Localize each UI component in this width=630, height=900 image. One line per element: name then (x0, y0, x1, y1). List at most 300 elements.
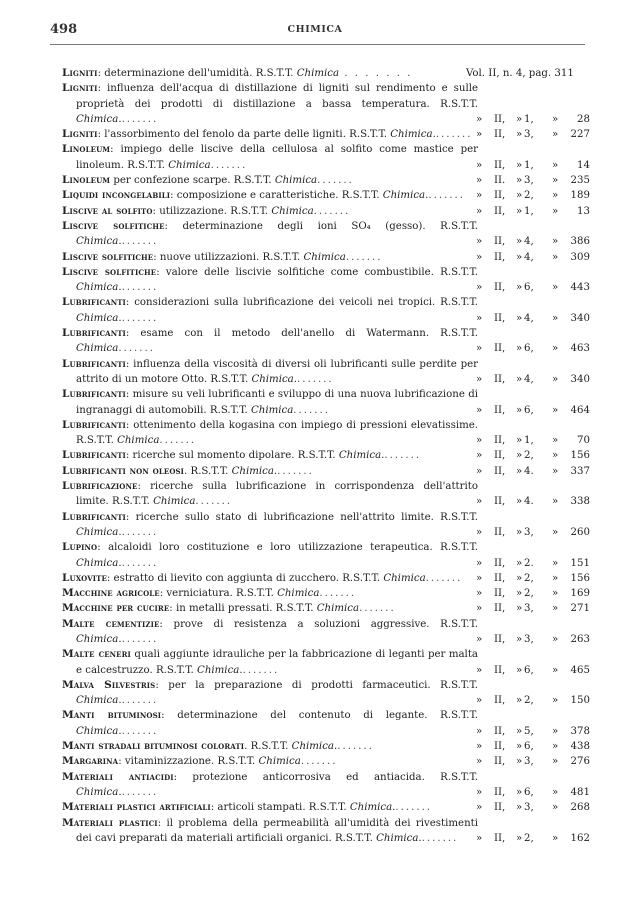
ditto-mark: » (516, 725, 523, 737)
ref-page: 340 (570, 312, 590, 324)
entry-text: quali aggiunte idrauliche per la fabbricazione di leganti per malta e calcestruzzo. R.S.T.T. (76, 649, 478, 676)
index-entry (62, 510, 590, 541)
ref-page: 271 (570, 603, 590, 615)
entry-leader: ....... (121, 557, 159, 569)
ditto-mark: » (516, 832, 523, 844)
entry-journal: Chimica (291, 741, 334, 753)
ditto-mark: » (516, 312, 523, 324)
entry-text: : influenza della viscosità di diversi oli lubrificanti sulle perdite per attrito di un motore Otto. R.S.T.T. (76, 358, 478, 385)
ditto-mark: » (516, 450, 523, 462)
entry-reference (472, 663, 590, 678)
ditto-mark: » (516, 465, 523, 477)
entry-reference (472, 403, 590, 418)
entry-keyword: Margarina (62, 755, 119, 768)
entry-reference (472, 556, 590, 571)
entry-keyword: Lubrificanti (62, 449, 126, 462)
entry-leader: ....... (293, 404, 330, 416)
ditto-mark: » (552, 373, 559, 385)
entry-journal: Chimica (76, 113, 119, 125)
entry-description (62, 142, 478, 173)
entry-reference (472, 831, 590, 846)
index-entry (62, 188, 590, 203)
ditto-mark: » (516, 159, 523, 171)
entry-journal: Chimica (231, 465, 274, 477)
entry-description (62, 678, 478, 709)
entry-keyword: Lupino (62, 541, 98, 554)
ref-volume: II, (494, 343, 506, 355)
entry-keyword: Liquidi incongelabili (62, 189, 171, 202)
ref-issue: 1, (524, 205, 534, 217)
ditto-mark: » (476, 113, 483, 125)
ditto-mark: » (552, 175, 559, 187)
entry-reference (472, 311, 590, 326)
entry-journal: Chimica (76, 725, 119, 737)
entry-reference (472, 127, 590, 142)
ref-issue: 2, (524, 190, 534, 202)
entry-leader: ....... (121, 312, 159, 324)
ref-page: 263 (570, 633, 590, 645)
entry-leader: ....... (313, 205, 351, 217)
ditto-mark: » (476, 404, 483, 416)
ditto-mark: » (552, 603, 559, 615)
entry-description (62, 464, 478, 479)
entry-keyword: Linoleum (62, 143, 111, 156)
entry-text: : articoli stampati. R.S.T.T. (210, 802, 350, 814)
ditto-mark: » (476, 496, 483, 508)
ref-issue: 1, (524, 159, 534, 171)
entry-leader: ....... (359, 603, 396, 615)
entry-keyword: Materiali plastici (62, 816, 158, 829)
ref-full: Vol. II, n. 4, pag. 311 (466, 68, 574, 79)
entry-journal: Chimica (76, 236, 119, 248)
ditto-mark: » (516, 343, 523, 355)
entry-keyword: Ligniti (62, 82, 98, 95)
ref-volume: II, (494, 526, 506, 538)
ditto-mark: » (476, 756, 483, 768)
ditto-mark: » (476, 832, 483, 844)
entry-leader: ....... (121, 282, 159, 294)
entry-keyword: Manti stradali bituminosi colorati (62, 740, 245, 753)
ref-issue: 2, (524, 695, 534, 707)
ref-issue: 4, (524, 236, 534, 248)
entry-leader: ....... (384, 450, 422, 462)
ditto-mark: » (476, 603, 483, 615)
ditto-mark: » (552, 435, 559, 447)
entry-leader: ....... (159, 435, 197, 447)
ref-page: 463 (570, 343, 590, 355)
ref-issue: 3, (524, 526, 534, 538)
entry-journal: Chimica (338, 450, 382, 462)
ref-page: 235 (570, 175, 590, 187)
ref-volume: II, (494, 786, 506, 798)
entry-period: . (118, 282, 122, 294)
entry-reference (472, 800, 590, 815)
entry-journal: Chimica (303, 251, 346, 263)
ref-volume: II, (494, 756, 506, 768)
entry-keyword: Lubrificanti (62, 510, 126, 523)
entry-text: : l'assorbimento del fenolo da parte delle ligniti. R.S.T.T. (97, 129, 391, 141)
ref-page: 70 (577, 435, 590, 447)
entry-period: . (118, 312, 122, 324)
entry-description (62, 800, 478, 815)
ref-page: 227 (570, 129, 590, 141)
entry-reference (472, 632, 590, 647)
ditto-mark: » (516, 282, 523, 294)
ref-volume: II, (494, 373, 506, 385)
ref-volume: II, (494, 129, 506, 141)
entry-text: : determinazione dell'umidità. R.S.T.T. (97, 68, 297, 79)
entry-description (62, 510, 478, 541)
entry-description (62, 601, 478, 616)
index-entry (62, 81, 590, 127)
index-entry (62, 770, 590, 801)
ditto-mark: » (476, 802, 483, 814)
entry-keyword: Macchine agricole (62, 587, 160, 600)
entry-description (62, 219, 478, 250)
ditto-mark: » (476, 557, 483, 569)
entry-keyword: Liscive solfitiche (62, 265, 157, 278)
entry-journal: Chimica (197, 664, 240, 676)
entry-reference (472, 173, 590, 188)
entry-period: . (273, 465, 278, 477)
entry-journal: Chimica (376, 832, 419, 844)
entry-reference (472, 234, 590, 249)
ditto-mark: » (476, 205, 483, 217)
ref-volume: II, (494, 159, 506, 171)
entry-leader: ....... (345, 251, 383, 263)
entry-period: . (293, 373, 297, 385)
ref-volume: II, (494, 572, 506, 584)
ditto-mark: » (516, 633, 523, 645)
entry-text: : alcaloidi loro costituzione e loro utilizzazione terapeutica. R.S.T.T. (97, 542, 478, 554)
ref-volume: II, (494, 236, 506, 248)
ref-volume: II, (494, 725, 506, 737)
entry-text: : per la preparazione di prodotti farmaceutici. R.S.T.T. (155, 679, 478, 691)
entry-description (62, 540, 478, 571)
ref-issue: 4, (524, 251, 534, 263)
ref-volume: II, (494, 496, 506, 508)
ditto-mark: » (552, 725, 559, 737)
entry-leader: ....... (210, 159, 248, 171)
index-entry (62, 265, 590, 296)
entry-description (62, 250, 478, 265)
entry-journal: Chimica (76, 786, 119, 798)
page-number: 498 (50, 22, 78, 37)
index-entry (62, 601, 590, 616)
ditto-mark: » (476, 695, 483, 707)
entry-leader: ....... (121, 236, 159, 248)
ref-issue: 2, (524, 832, 534, 844)
entry-keyword: Manti bituminosi (62, 709, 162, 722)
entry-reference (472, 785, 590, 800)
index-entry (62, 540, 590, 571)
entry-keyword: Liscive solfitiche (62, 219, 165, 232)
ditto-mark: » (552, 404, 559, 416)
entry-keyword: Lubrificanti (62, 388, 126, 401)
ditto-mark: » (552, 190, 559, 202)
entry-journal: Chimica (250, 404, 294, 416)
ref-volume: II, (494, 450, 506, 462)
ditto-mark: » (552, 664, 559, 676)
ditto-mark: » (516, 664, 523, 676)
entry-journal: Chimica (274, 175, 318, 187)
ditto-mark: » (476, 588, 483, 600)
ditto-mark: » (552, 236, 559, 248)
ditto-mark: » (552, 695, 559, 707)
index-entry (62, 464, 590, 479)
entry-reference (472, 571, 590, 586)
entry-text: : nuove utilizzazioni. R.S.T.T. (153, 251, 304, 263)
entry-journal: Chimica (316, 603, 360, 615)
entry-text: : vitaminizzazione. R.S.T.T. (118, 756, 259, 768)
ref-issue: 6, (524, 786, 534, 798)
ref-issue: 6, (524, 664, 534, 676)
index-entry (62, 127, 590, 142)
ditto-mark: » (516, 404, 523, 416)
ditto-mark: » (476, 526, 483, 538)
entry-text: : esame con il metodo dell'anello di Watermann. R.S.T.T. (125, 328, 478, 340)
ref-issue: 6, (524, 404, 534, 416)
ditto-mark: » (476, 633, 483, 645)
entry-leader: ....... (118, 343, 155, 355)
ditto-mark: » (552, 205, 559, 217)
ref-page: 386 (570, 236, 590, 248)
ref-volume: II, (494, 557, 506, 569)
ditto-mark: » (476, 664, 483, 676)
ditto-mark: » (476, 251, 483, 263)
entry-description (62, 739, 478, 754)
entry-reference (472, 754, 590, 769)
entry-reference (472, 693, 590, 708)
entry-journal: Chimica (277, 588, 320, 600)
ditto-mark: » (552, 633, 559, 645)
entry-period: . (118, 557, 122, 569)
entry-description (62, 127, 478, 142)
entry-reference (472, 188, 590, 203)
ref-issue: 3, (524, 129, 534, 141)
entry-keyword: Lubrificazione (62, 480, 138, 493)
entry-period: . (118, 236, 122, 248)
ditto-mark: » (516, 603, 523, 615)
ref-page: 169 (570, 588, 590, 600)
ditto-mark: » (476, 175, 483, 187)
ditto-mark: » (552, 802, 559, 814)
ref-volume: II, (494, 190, 506, 202)
entry-description (62, 265, 478, 296)
entry-text: : utilizzazione. R.S.T.T. (152, 205, 272, 217)
index-entry (62, 219, 590, 250)
index-entry (62, 448, 590, 463)
entry-period: . (425, 190, 429, 202)
index-entry (62, 418, 590, 449)
entry-description (62, 326, 478, 357)
ditto-mark: » (516, 205, 523, 217)
ditto-mark: » (476, 725, 483, 737)
entry-text: per confezione scarpe. R.S.T.T. (110, 175, 275, 187)
ditto-mark: » (516, 113, 523, 125)
ditto-mark: » (516, 557, 523, 569)
entry-period: . (118, 695, 122, 707)
entry-reference (466, 66, 590, 81)
entry-text: : determinazione degli ioni SO₄ (gesso). R.S.T.T. (164, 220, 479, 232)
ref-issue: 3, (524, 756, 534, 768)
entry-keyword: Lubrificanti (62, 418, 126, 431)
ditto-mark: » (552, 251, 559, 263)
entry-journal: Chimica (76, 282, 119, 294)
entry-text: : ricerche sul momento dipolare. R.S.T.T. (125, 450, 339, 462)
ref-volume: II, (494, 603, 506, 615)
ref-issue: 6, (524, 741, 534, 753)
entry-text: : determinazione del contenuto di legante. R.S.T.T. (161, 710, 479, 722)
index-entry (62, 250, 590, 265)
entry-description (62, 617, 478, 648)
entry-journal: Chimica (76, 633, 119, 645)
ref-volume: II, (494, 741, 506, 753)
entry-leader: ....... (277, 465, 314, 477)
ref-volume: II, (494, 802, 506, 814)
ref-page: 438 (570, 741, 590, 753)
entry-keyword: Macchine per cucire (62, 602, 170, 615)
index-entry (62, 800, 590, 815)
entry-description (62, 204, 478, 219)
entry-text: : il problema della permeabilità all'umidità dei rivestimenti dei cavi preparati da materiali artificiali organici. R.S.T.T. (76, 817, 478, 844)
entry-text: : ottenimento della kogasina con impiego di pressioni elevatissime. R.S.T.T. (76, 419, 478, 447)
ditto-mark: » (516, 526, 523, 538)
entry-text: : considerazioni sulla lubrificazione dei veicoli nei tropici. R.S.T.T. (125, 297, 478, 309)
entry-reference (472, 250, 590, 265)
ditto-mark: » (476, 465, 483, 477)
ref-issue: 4. (524, 465, 534, 477)
entry-keyword: Lubrificanti non oleosi (62, 464, 185, 477)
entry-description (62, 708, 478, 739)
ref-volume: II. (494, 175, 506, 187)
ditto-mark: » (476, 236, 483, 248)
ref-page: 337 (570, 465, 590, 477)
entry-period: . (381, 450, 385, 462)
header-rule (50, 44, 585, 45)
ditto-mark: » (552, 572, 559, 584)
entry-keyword: Lubrificanti (62, 296, 126, 309)
index-entry (62, 678, 590, 709)
entry-keyword: Ligniti (62, 128, 98, 141)
ref-page: 481 (570, 786, 590, 798)
entry-keyword: Liscive al solfito (62, 204, 153, 217)
entry-text: : verniciatura. R.S.T.T. (159, 588, 278, 600)
entry-journal: Chimica (349, 802, 393, 814)
ref-volume: II, (494, 832, 506, 844)
index-entry (62, 571, 590, 586)
entry-description (62, 770, 478, 801)
ditto-mark: » (476, 373, 483, 385)
ref-page: 151 (570, 557, 590, 569)
entry-keyword: Ligniti (62, 67, 98, 79)
entry-reference (472, 724, 590, 739)
index-entry (62, 173, 590, 188)
index-entry (62, 647, 590, 678)
entry-text: : misure su veli lubrificanti e sviluppo di una nuova lubrificazione di ingranaggi di automobili. R.S.T.T. (76, 389, 478, 416)
ref-issue: 3, (524, 603, 534, 615)
ditto-mark: » (552, 741, 559, 753)
index-entry (62, 142, 590, 173)
ditto-mark: » (552, 343, 559, 355)
ref-page: 338 (570, 496, 590, 508)
index-entry (62, 739, 590, 754)
entry-leader: ....... (428, 190, 466, 202)
index-entry (62, 754, 590, 769)
entry-reference (472, 280, 590, 295)
ref-issue: 6, (524, 343, 534, 355)
ditto-mark: » (516, 435, 523, 447)
ditto-mark: » (516, 695, 523, 707)
ref-page: 268 (570, 802, 590, 814)
entry-description (62, 647, 478, 678)
ref-page: 13 (577, 205, 590, 217)
entry-keyword: Lubrificanti (62, 357, 126, 370)
ditto-mark: » (516, 756, 523, 768)
ditto-mark: » (516, 373, 523, 385)
entry-reference (472, 204, 590, 219)
ref-issue: 2, (524, 588, 534, 600)
ref-page: 189 (570, 190, 590, 202)
entry-journal: Chimica (76, 312, 119, 324)
entry-text: : protezione anticorrosiva ed antiacida. R.S.T.T. (173, 771, 478, 783)
ref-volume: II, (494, 695, 506, 707)
entry-reference (472, 448, 590, 463)
entry-period: . (118, 786, 122, 798)
entry-text: . R.S.T.T. (184, 465, 232, 477)
ditto-mark: » (552, 756, 559, 768)
index-entry (62, 387, 590, 418)
entry-period: . (432, 129, 436, 141)
entry-description (62, 754, 478, 769)
entry-leader: ....... (121, 695, 159, 707)
entry-description (62, 448, 478, 463)
entry-leader: ....... (337, 741, 374, 753)
entry-description (62, 586, 478, 601)
ref-issue: 2, (524, 572, 534, 584)
ditto-mark: » (516, 802, 523, 814)
entry-reference (472, 739, 590, 754)
entry-period: . (118, 725, 122, 737)
entry-journal: Chimica (390, 129, 433, 141)
entry-keyword: Lubrificanti (62, 327, 126, 340)
running-title: CHIMICA (287, 24, 343, 35)
entry-keyword: Malte ceneri (62, 648, 131, 661)
entry-leader: ....... (421, 832, 459, 844)
entry-journal: Chimica (296, 68, 340, 79)
index-entry (62, 708, 590, 739)
ref-page: 340 (570, 373, 590, 385)
entry-leader: ....... (435, 129, 473, 141)
entry-period: . (392, 802, 396, 814)
ditto-mark: » (476, 450, 483, 462)
ref-page: 309 (570, 251, 590, 263)
ditto-mark: » (516, 786, 523, 798)
entry-description (62, 479, 478, 510)
entry-leader: ....... (300, 756, 338, 768)
entry-leader: ....... (297, 373, 334, 385)
entry-text: : ricerche sullo stato di lubrificazione nell'attrito limite. R.S.T.T. (125, 511, 478, 523)
entry-leader: ....... (317, 175, 354, 187)
entry-reference (472, 601, 590, 616)
entry-journal: Chimica (251, 373, 294, 385)
ref-volume: II, (494, 465, 506, 477)
ref-page: 465 (570, 664, 590, 676)
ditto-mark: » (476, 129, 483, 141)
entry-keyword: Linoleum (62, 174, 111, 187)
entry-leader: ....... (395, 802, 433, 814)
entry-description (62, 571, 478, 586)
